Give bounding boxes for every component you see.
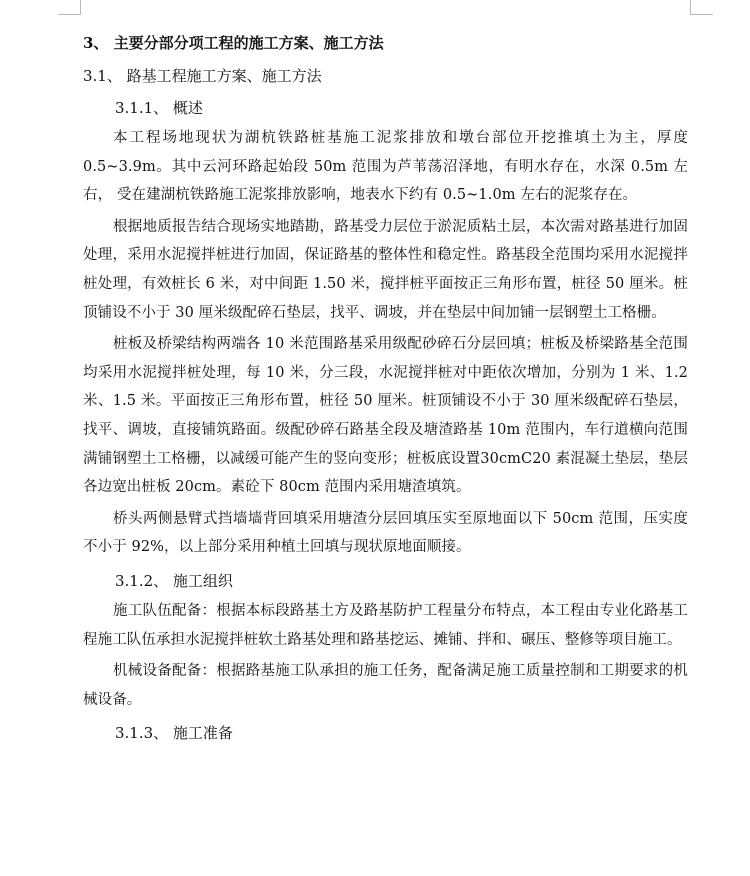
sub-heading-organization: 3.1.2、 施工组织 — [115, 571, 233, 590]
paragraph-geology: 根据地质报告结合现场实地踏勘，路基受力层位于淤泥质粘土层，本次需对路基进行加固处理，采用水泥搅拌桩进行加固，保证路基的整体性和稳定性。路基段全范围均采用水泥搅拌桩处理，有效桩长 6 米，对中间距 1.50 米，搅拌桩平面按正三角形布置，桩径 50 厘米。桩顶铺设不小于 30 厘米级配碎石垫层，找平、调坡，并在垫层中间加铺一层钢塑土工格栅。 — [83, 218, 688, 321]
subsection-heading: 3.1、 路基工程施工方案、施工方法 — [83, 67, 322, 85]
sub-heading-overview: 3.1.1、 概述 — [115, 99, 203, 117]
crop-mark-left — [58, 0, 81, 15]
paragraph-retaining-wall: 桥头两侧悬臂式挡墙墙背回填采用塘渣分层回填压实至原地面以下 50cm 范围，压实度不小于 92%，以上部分采用种植土回填与现状原地面顺接。 — [83, 510, 688, 556]
paragraph-bridge-ends: 桩板及桥梁结构两端各 10 米范围路基采用级配砂碎石分层回填；桩板及桥梁路基全范围均采用水泥搅拌桩处理，每 10 米，分三段，水泥搅拌桩对中距依次增加，分别为 1 米、1.2 米、1.5 米。平面按正三角形布置，桩径 50 厘米。桩顶铺设不小于 30 厘米级配碎石垫层，找平、调坡，直接铺筑路面。级配砂碎石路基全段及塘渣路基 10m 范围内，车行道横向范围满铺钢塑土工格栅，以减缓可能产生的竖向变形；桩板底设置30cmC20 素混凝土垫层，垫层各边宽出桩板 20cm。素砼下 80cm 范围内采用塘渣填筑。 — [83, 336, 688, 496]
section-heading: 3、 主要分部分项工程的施工方案、施工方法 — [83, 34, 384, 52]
paragraph-crew: 施工队伍配备：根据本标段路基土方及路基防护工程量分布特点，本工程由专业化路基工程施工队伍承担水泥搅拌桩软土路基处理和路基挖运、摊铺、拌和、碾压、整修等项目施工。 — [83, 602, 688, 648]
paragraph-equipment: 机械设备配备：根据路基施工队承担的施工任务，配备满足施工质量控制和工期要求的机械设备。 — [83, 663, 688, 708]
document-body — [83, 30, 688, 749]
sub-heading-preparation: 3.1.3、 施工准备 — [115, 724, 233, 743]
paragraph-site-status: 本工程场地现状为湖杭铁路桩基施工泥浆排放和墩台部位开挖推填土为主，厚度0.5~3.9m。其中云河环路起始段 50m 范围为芦苇荡沼泽地，有明水存在，水深 0.5m 左右， 受在建湖杭铁路施工泥浆排放影响，地表水下约有 0.5~1.0m 左右的泥浆存在。 — [83, 130, 688, 204]
crop-mark-right — [690, 0, 713, 15]
